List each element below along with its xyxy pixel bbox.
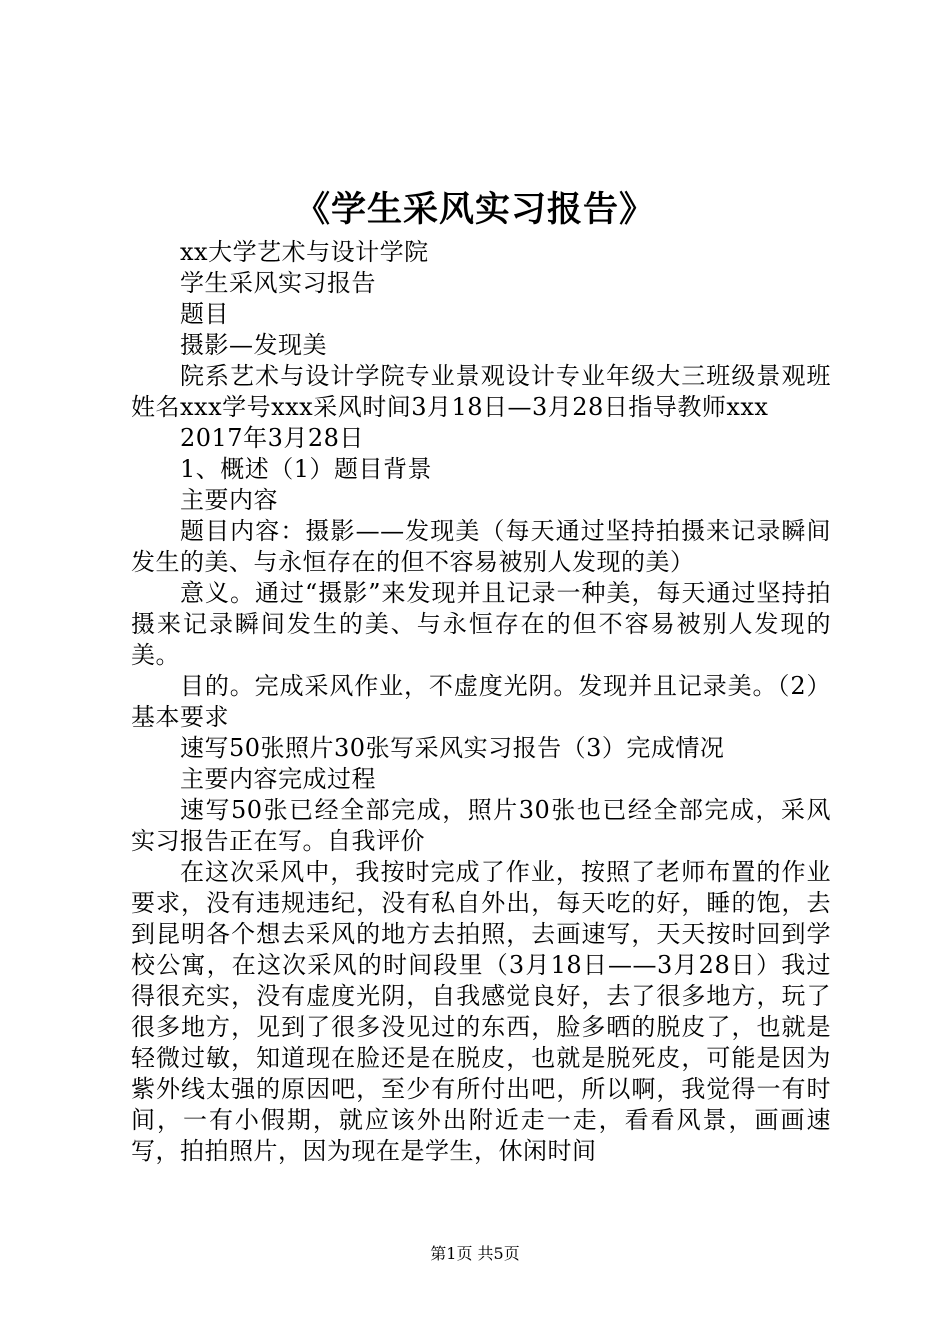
paragraph-topic-content: 题目内容：摄影——发现美（每天通过坚持拍摄来记录瞬间发生的美、与永恒存在的但不容易被别人发现的美） [131,517,831,576]
paragraph-completion: 速写50张已经全部完成，照片30张也已经全部完成，采风实习报告正在写。自我评价 [131,796,831,855]
paragraph-topic: 摄影—发现美 [180,331,327,359]
paragraph-self-evaluation: 在这次采风中，我按时完成了作业，按照了老师布置的作业要求，没有违规违纪，没有私自外出，每天吃的好，睡的饱，去到昆明各个想去采风的地方去拍照，去画速写，天天按时回到学校公寓，在这次采风的时间段里（3月18日——3月28日）我过得很充实，没有虚度光阴，自我感觉良好，去了很多地方，玩了很多地方，见到了很多没见过的东西，脸多晒的脱皮了，也就是轻微过敏，知道现在脸还是在脱皮，也就是脱死皮，可能是因为紫外线太强的原因吧，至少有所付出吧，所以啊，我觉得一有时间，一有小假期，就应该外出附近走一走，看看风景，画画速写，拍拍照片，因为现在是学生，休闲时间 [131,858,831,1165]
document-body [131,237,831,1167]
paragraph-section-overview: 1、概述（1）题目背景 [180,455,433,483]
paragraph-purpose: 目的。完成采风作业，不虚度光阴。发现并且记录美。（2）基本要求 [131,672,831,731]
paragraph-date: 2017年3月28日 [180,424,364,452]
paragraph-main-content-label: 主要内容 [180,486,278,514]
paragraph-student-info: 院系艺术与设计学院专业景观设计专业年级大三班级景观班姓名xxx学号xxx采风时间3月18日—3月28日指导教师xxx [131,362,831,421]
paragraph-process-label: 主要内容完成过程 [180,765,376,793]
paragraph-report-name: 学生采风实习报告 [180,269,376,297]
paragraph-institution: xx大学艺术与设计学院 [180,238,429,266]
page-number: 第1页 共5页 [430,1244,520,1263]
paragraph-requirements: 速写50张照片30张写采风实习报告（3）完成情况 [180,734,725,762]
paragraph-topic-label: 题目 [180,300,229,328]
paragraph-meaning: 意义。通过“摄影”来发现并且记录一种美，每天通过坚持拍摄来记录瞬间发生的美、与永恒存在的但不容易被别人发现的美。 [131,579,831,669]
document-title: 《学生采风实习报告》 [294,189,655,230]
